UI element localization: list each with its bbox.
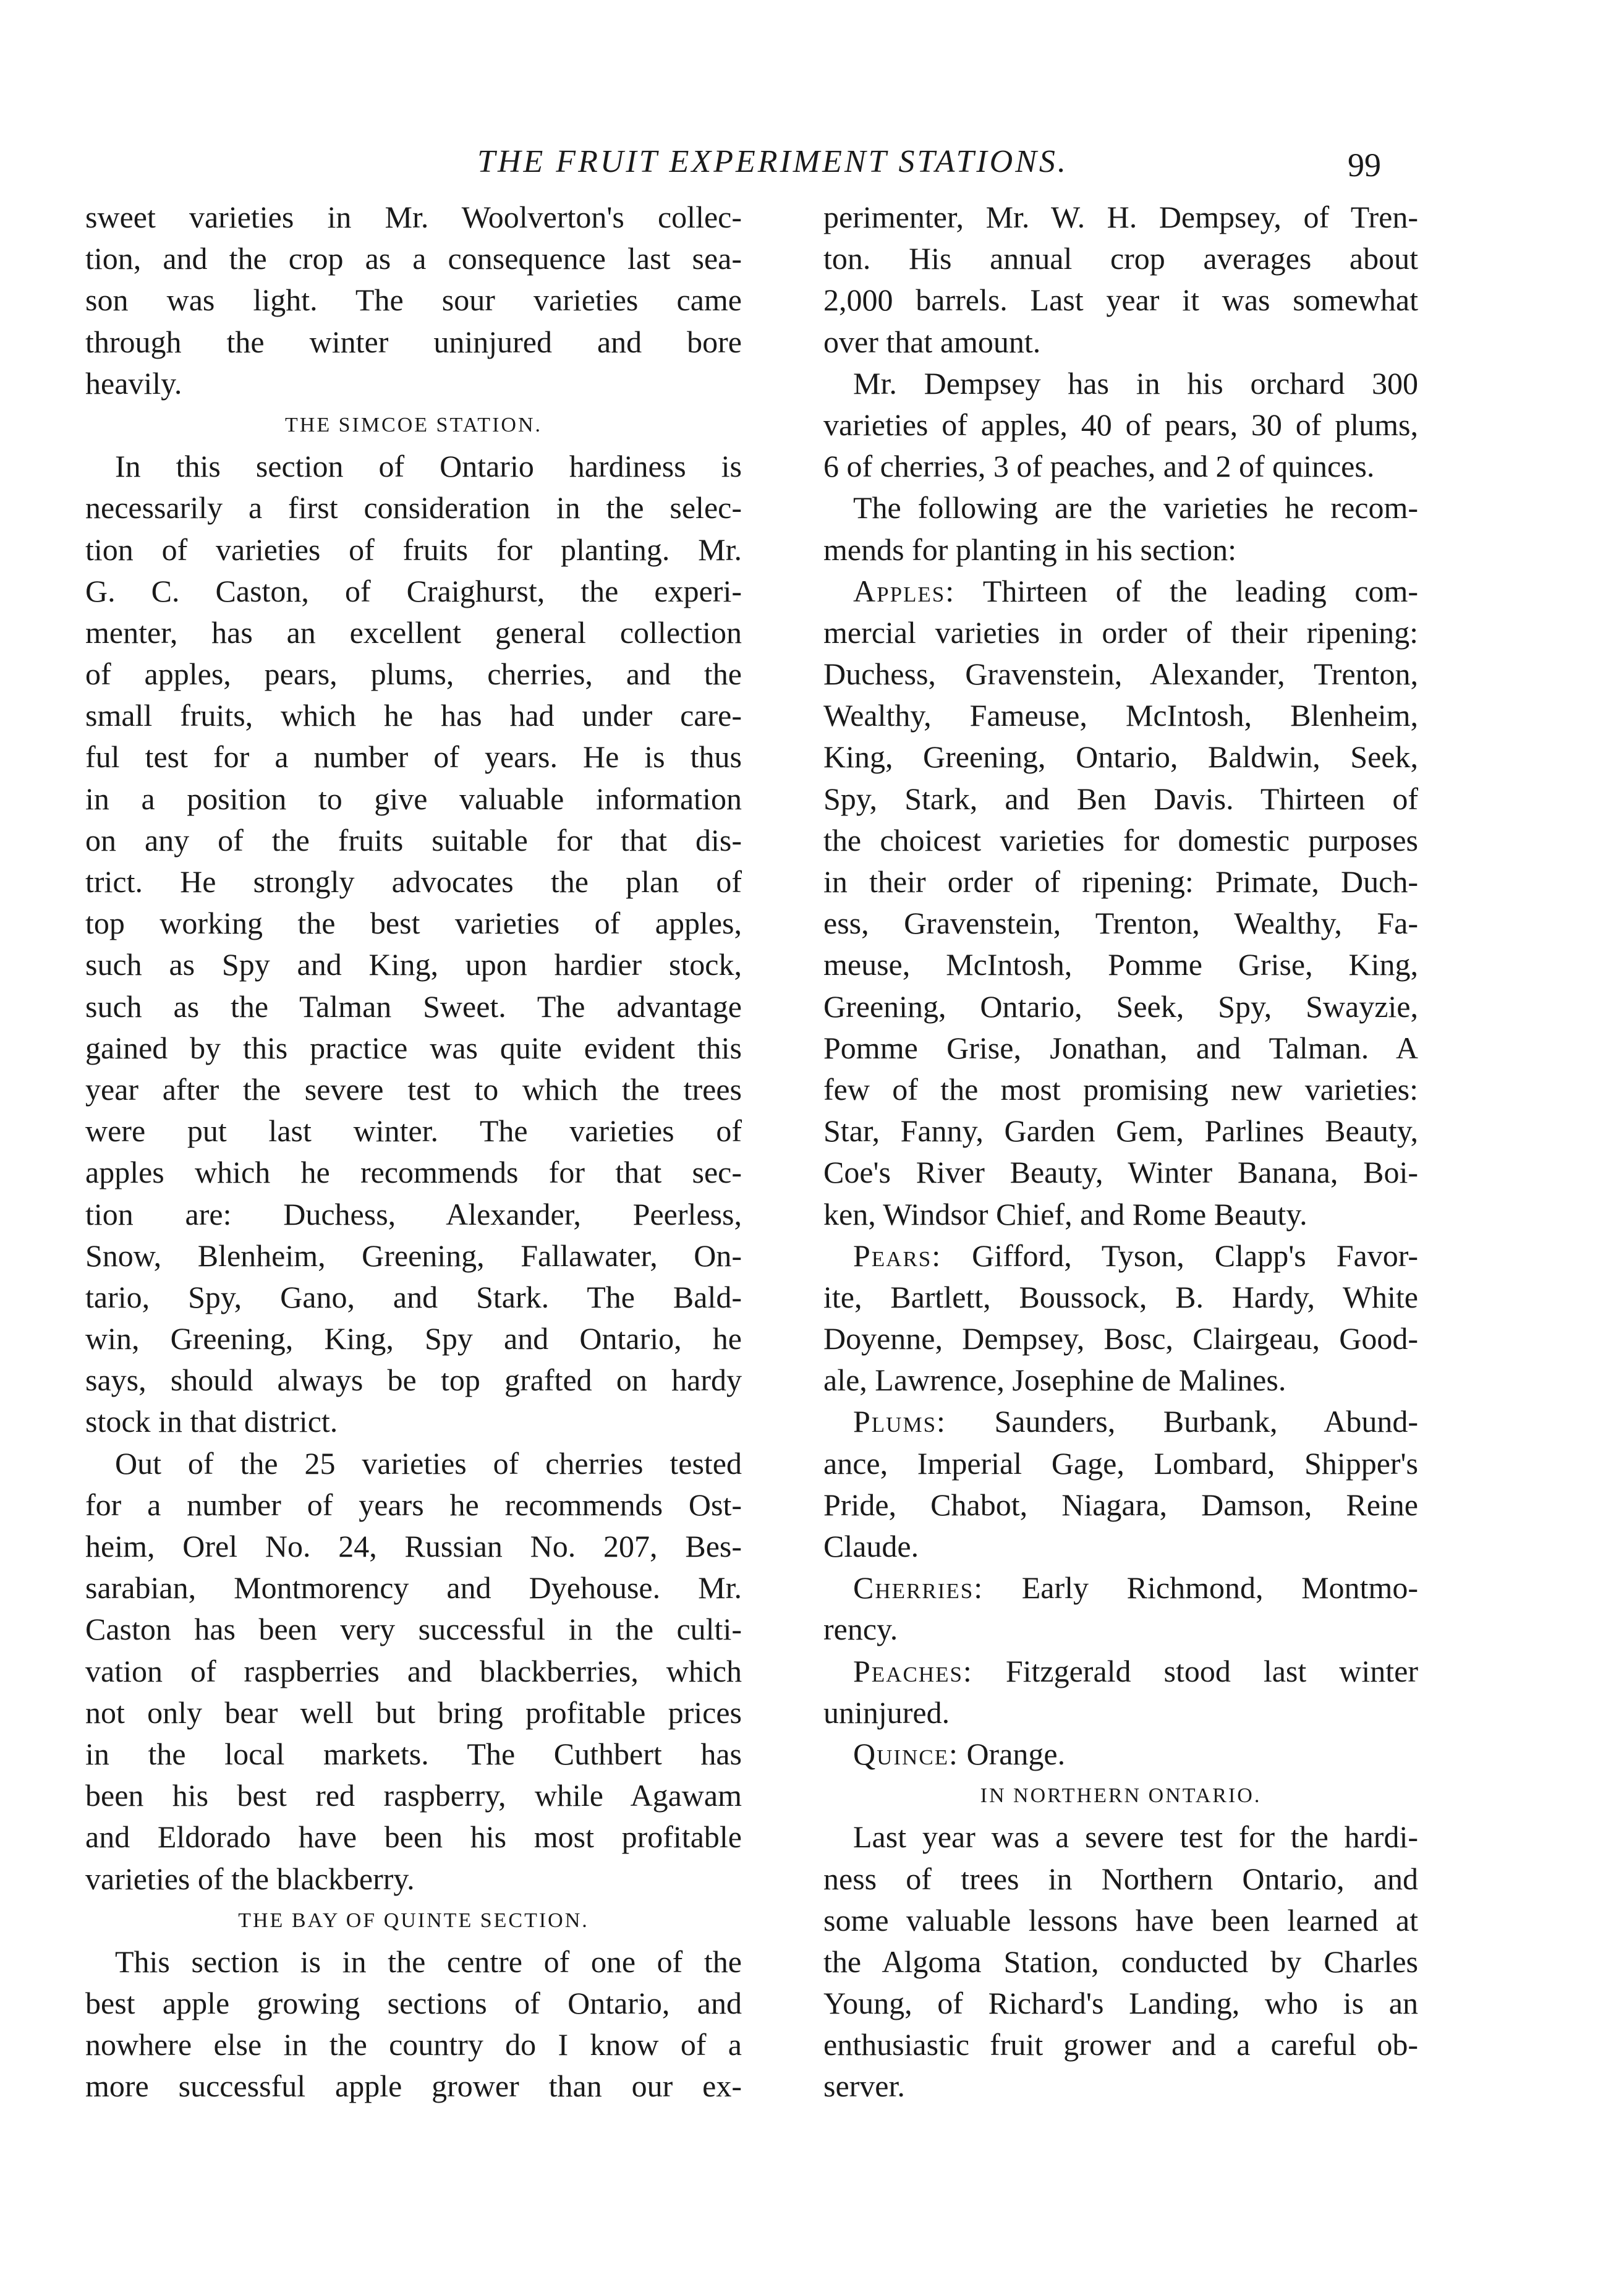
fruit-category-label: Apples:	[853, 573, 956, 608]
text-line: ken, Windsor Chief, and Rome Beauty.	[823, 1196, 1307, 1232]
text-line: trict. He strongly advocates the plan of	[85, 864, 742, 899]
text-line: mercial varieties in order of their ripening:	[823, 615, 1418, 650]
text-line: ite, Bartlett, Boussock, B. Hardy, White	[823, 1279, 1418, 1314]
text-line: in the local markets. The Cuthbert has	[85, 1736, 742, 1771]
text-line: been his best red raspberry, while Agawam	[85, 1778, 742, 1813]
text-line: top working the best varieties of apples,	[85, 906, 742, 941]
text-line	[823, 1651, 1418, 1692]
text-line: win, Greening, King, Spy and Ontario, he	[85, 1321, 742, 1356]
text-line: The following are the varieties he recom-	[853, 490, 1418, 525]
fruit-category-label: Plums:	[853, 1404, 946, 1439]
text-line	[823, 1235, 1418, 1277]
text-line: Spy, Stark, and Ben Davis. Thirteen of	[823, 781, 1418, 816]
text-line: through the winter uninjured and bore	[85, 324, 742, 359]
text-line: sweet varieties in Mr. Woolverton's collec-	[85, 200, 742, 234]
text-line: Doyenne, Dempsey, Bosc, Clairgeau, Good-	[823, 1321, 1418, 1356]
text-line: Pride, Chabot, Niagara, Damson, Reine	[823, 1487, 1418, 1522]
text-line: ance, Imperial Gage, Lombard, Shipper's	[823, 1445, 1418, 1481]
text-line: Claude.	[823, 1529, 919, 1564]
text-line: few of the most promising new varieties:	[823, 1071, 1418, 1107]
line-text: Orange.	[958, 1736, 1066, 1771]
text-line: year after the severe test to which the trees	[85, 1071, 742, 1107]
text-line: such as Spy and King, upon hardier stock,	[85, 947, 742, 982]
section-heading: IN NORTHERN ONTARIO.	[980, 1784, 1262, 1808]
text-line	[823, 1567, 1418, 1609]
text-line: meuse, McIntosh, Pomme Grise, King,	[823, 947, 1418, 982]
fruit-category-label: Peaches:	[853, 1653, 973, 1688]
text-line: Pomme Grise, Jonathan, and Talman. A	[823, 1030, 1418, 1065]
text-line: sarabian, Montmorency and Dyehouse. Mr.	[85, 1570, 742, 1606]
text-line: tion of varieties of fruits for planting. Mr.	[85, 532, 742, 567]
text-line: apples which he recommends for that sec-	[85, 1155, 742, 1190]
text-line: more successful apple grower than our ex-	[85, 2069, 742, 2104]
text-line: nowhere else in the country do I know of a	[85, 2027, 742, 2062]
text-line: says, should always be top grafted on hardy	[85, 1363, 742, 1398]
text-line: were put last winter. The varieties of	[85, 1113, 742, 1149]
text-line: Star, Fanny, Garden Gem, Parlines Beauty,	[823, 1113, 1418, 1149]
text-line: menter, has an excellent general collection	[85, 615, 742, 650]
text-line: varieties of apples, 40 of pears, 30 of plums,	[823, 407, 1418, 442]
text-line: tion are: Duchess, Alexander, Peerless,	[85, 1196, 742, 1232]
text-line: such as the Talman Sweet. The advantage	[85, 989, 742, 1024]
text-line: uninjured.	[823, 1695, 950, 1730]
text-line: This section is in the centre of one of the	[115, 1944, 742, 1979]
text-line: ness of trees in Northern Ontario, and	[823, 1861, 1418, 1896]
text-line: the choicest varieties for domestic purposes	[823, 822, 1418, 857]
text-line: of apples, pears, plums, cherries, and the	[85, 657, 742, 692]
section-heading: THE SIMCOE STATION.	[285, 413, 542, 436]
text-line: King, Greening, Ontario, Baldwin, Seek,	[823, 739, 1418, 775]
text-line: mends for planting in his section:	[823, 532, 1236, 567]
text-line: Last year was a severe test for the hardi-	[853, 1819, 1418, 1855]
text-line: Caston has been very successful in the culti-	[85, 1612, 742, 1647]
text-line: tion, and the crop as a consequence last sea-	[85, 241, 742, 276]
text-line: small fruits, which he has had under care-	[85, 698, 742, 733]
text-line: 6 of cherries, 3 of peaches, and 2 of quinces.	[823, 449, 1375, 484]
text-line: in their order of ripening: Primate, Duch-	[823, 864, 1418, 899]
text-line: Mr. Dempsey has in his orchard 300	[853, 365, 1418, 401]
text-line: perimenter, Mr. W. H. Dempsey, of Tren-	[823, 200, 1418, 234]
text-line: stock in that district.	[85, 1404, 338, 1439]
text-line: some valuable lessons have been learned at	[823, 1902, 1418, 1938]
left-column	[85, 197, 742, 2108]
text-line: gained by this practice was quite evident this	[85, 1030, 742, 1065]
running-header-title: THE FRUIT EXPERIMENT STATIONS.	[477, 144, 1068, 179]
text-line: heavily.	[85, 365, 182, 401]
line-text: Thirteen of the leading com-	[955, 573, 1418, 608]
fruit-category-label: Cherries:	[853, 1570, 984, 1606]
text-line: Young, of Richard's Landing, who is an	[823, 1986, 1418, 2021]
line-text: Fitzgerald stood last winter	[972, 1653, 1418, 1688]
page-number: 99	[1348, 147, 1381, 184]
line-text: Early Richmond, Montmo-	[984, 1570, 1418, 1606]
text-line: Duchess, Gravenstein, Alexander, Trenton,	[823, 657, 1418, 692]
text-line: G. C. Caston, of Craighurst, the experi-	[85, 573, 742, 608]
line-text: Gifford, Tyson, Clapp's Favor-	[942, 1238, 1418, 1273]
text-line: and Eldorado have been his most profitable	[85, 1819, 742, 1855]
right-column	[823, 197, 1418, 2108]
text-line: ful test for a number of years. He is thus	[85, 739, 742, 775]
fruit-category-label: Quince:	[853, 1736, 959, 1771]
text-line: for a number of years he recommends Ost-	[85, 1487, 742, 1522]
text-line: ess, Gravenstein, Trenton, Wealthy, Fa-	[823, 906, 1418, 941]
text-line: varieties of the blackberry.	[85, 1861, 415, 1896]
text-line: Snow, Blenheim, Greening, Fallawater, On-	[85, 1238, 742, 1273]
text-line: over that amount.	[823, 324, 1041, 359]
text-line: on any of the fruits suitable for that dis-	[85, 822, 742, 857]
text-line: server.	[823, 2069, 905, 2104]
text-line: son was light. The sour varieties came	[85, 283, 742, 318]
text-line: necessarily a first consideration in the selec-	[85, 490, 742, 525]
text-line: Out of the 25 varieties of cherries tested	[115, 1445, 742, 1481]
line-text: Saunders, Burbank, Abund-	[946, 1404, 1418, 1439]
text-line: 2,000 barrels. Last year it was somewhat	[823, 283, 1418, 318]
text-line: best apple growing sections of Ontario, and	[85, 1986, 742, 2021]
text-line: rency.	[823, 1612, 898, 1647]
text-line: in a position to give valuable information	[85, 781, 742, 816]
text-line: tario, Spy, Gano, and Stark. The Bald-	[85, 1279, 742, 1314]
text-line: ton. His annual crop averages about	[823, 241, 1418, 276]
text-line: Wealthy, Fameuse, McIntosh, Blenheim,	[823, 698, 1418, 733]
text-line: Greening, Ontario, Seek, Spy, Swayzie,	[823, 989, 1418, 1024]
text-line	[823, 1734, 1418, 1775]
text-line: not only bear well but bring profitable prices	[85, 1695, 742, 1730]
text-line: enthusiastic fruit grower and a careful ob-	[823, 2027, 1418, 2062]
text-line	[823, 571, 1418, 612]
text-line: vation of raspberries and blackberries, which	[85, 1653, 742, 1688]
text-line	[823, 1401, 1418, 1442]
text-line: the Algoma Station, conducted by Charles	[823, 1944, 1418, 1979]
fruit-category-label: Pears:	[853, 1238, 942, 1273]
text-line: ale, Lawrence, Josephine de Malines.	[823, 1363, 1286, 1398]
text-line: In this section of Ontario hardiness is	[115, 449, 742, 484]
section-heading: THE BAY OF QUINTE SECTION.	[238, 1908, 589, 1932]
text-line: heim, Orel No. 24, Russian No. 207, Bes-	[85, 1529, 742, 1564]
text-line: Coe's River Beauty, Winter Banana, Boi-	[823, 1155, 1418, 1190]
